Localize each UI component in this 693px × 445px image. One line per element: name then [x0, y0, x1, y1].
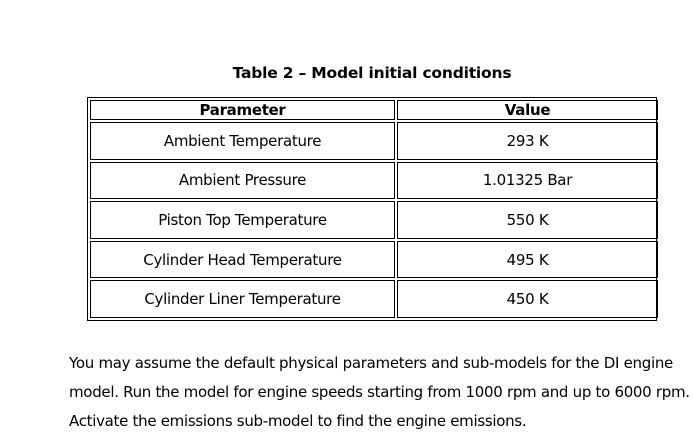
header-parameter: Parameter [90, 100, 395, 120]
value-cell: 293 K [397, 122, 658, 160]
initial-conditions-table-frame [87, 97, 657, 321]
instructions-paragraph [69, 349, 690, 436]
table-row [90, 122, 658, 160]
parameter-cell: Cylinder Head Temperature [90, 241, 395, 279]
table-row [90, 162, 658, 200]
parameter-cell: Ambient Pressure [90, 162, 395, 200]
parameter-cell: Cylinder Liner Temperature [90, 280, 395, 318]
value-cell: 450 K [397, 280, 658, 318]
paragraph-line: You may assume the default physical parameters and sub-models for the DI engine [69, 354, 673, 372]
table-header-row [90, 100, 658, 120]
table-caption: Table 2 – Model initial conditions [232, 64, 512, 82]
value-cell: 1.01325 Bar [397, 162, 658, 200]
paragraph-line: Activate the emissions sub-model to find the engine emissions. [69, 412, 527, 430]
parameter-cell: Piston Top Temperature [90, 201, 395, 239]
value-cell: 550 K [397, 201, 658, 239]
table-row [90, 280, 658, 318]
table-row [90, 201, 658, 239]
header-value: Value [397, 100, 658, 120]
initial-conditions-table [88, 98, 660, 320]
table-row [90, 241, 658, 279]
paragraph-line: model. Run the model for engine speeds starting from 1000 rpm and up to 6000 rpm. [69, 383, 690, 401]
parameter-cell: Ambient Temperature [90, 122, 395, 160]
value-cell: 495 K [397, 241, 658, 279]
